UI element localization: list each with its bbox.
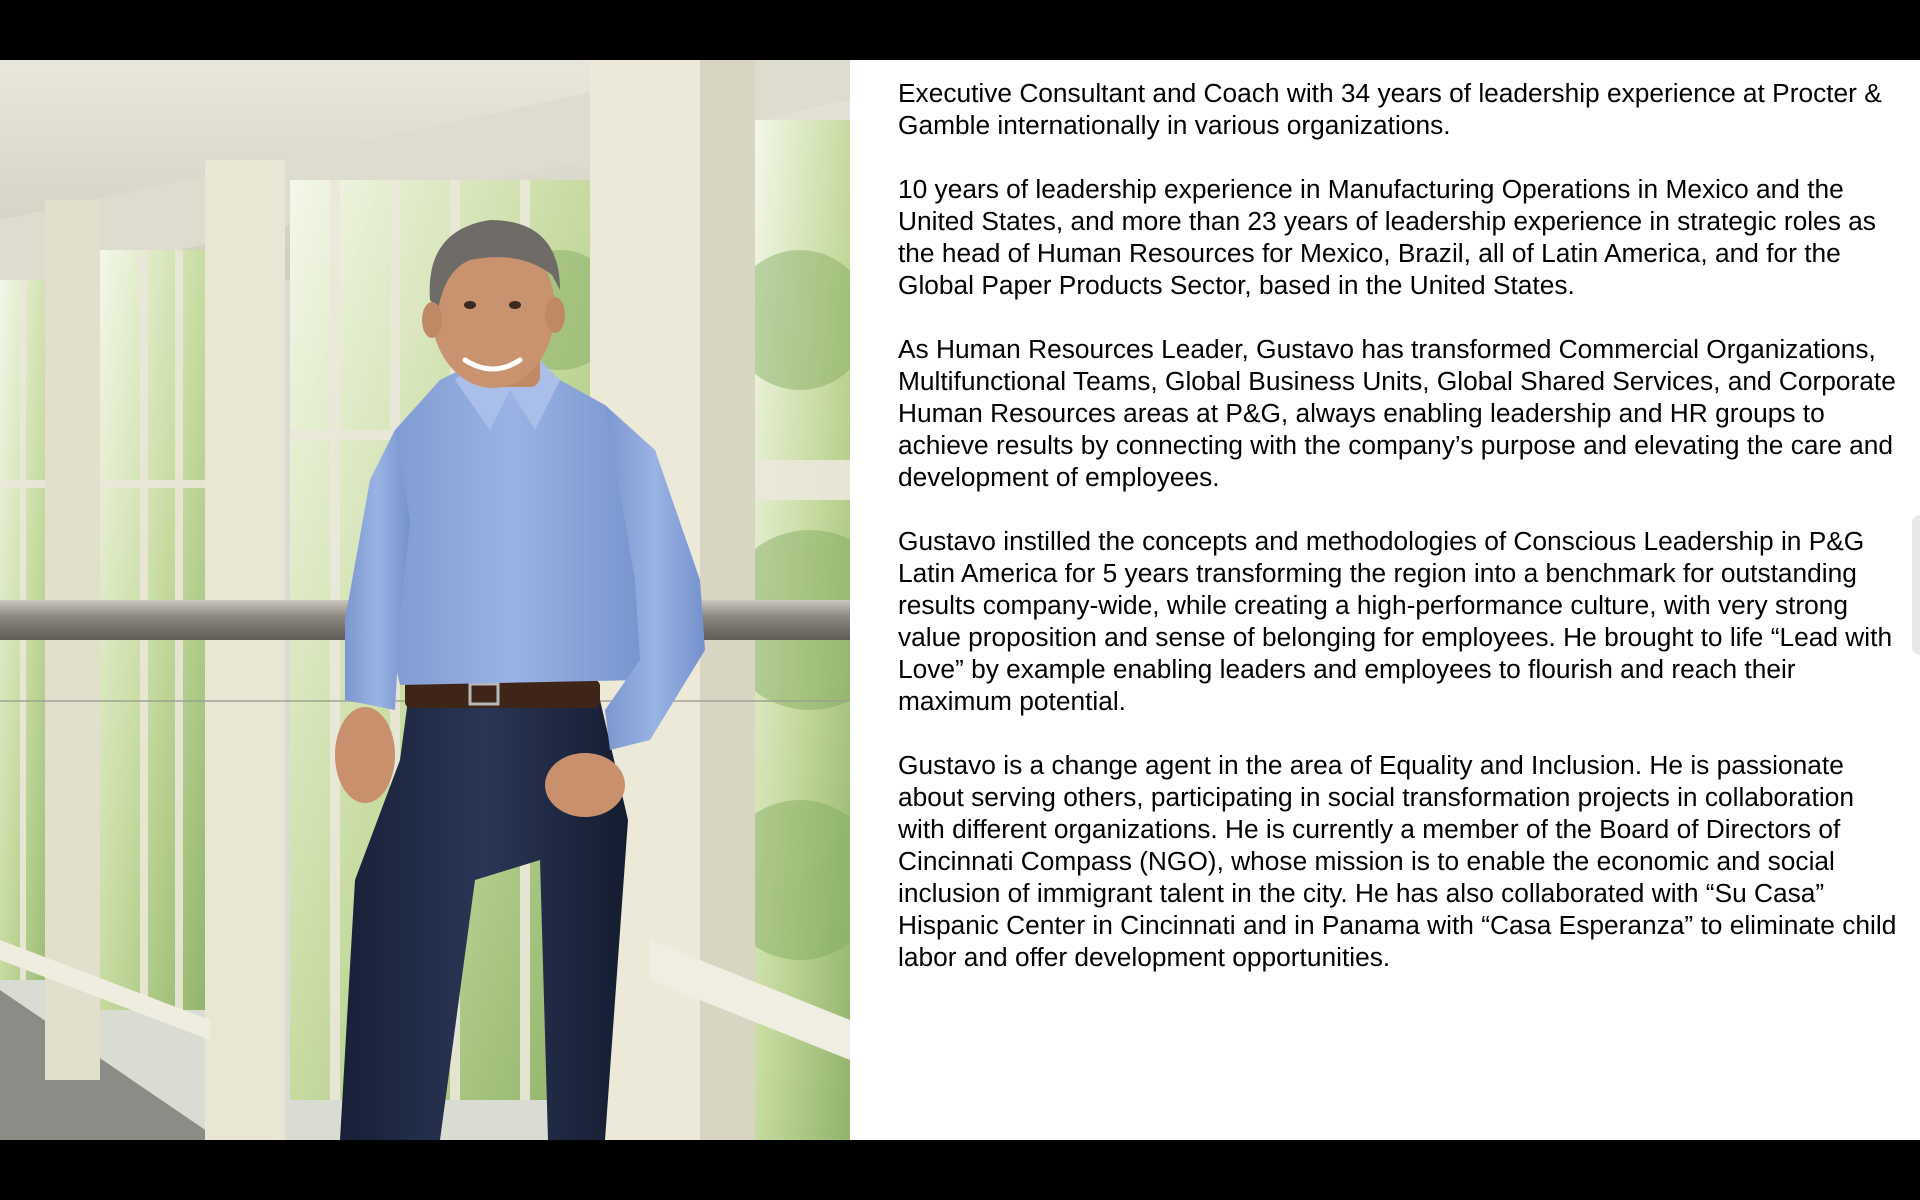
bio-paragraph-3: As Human Resources Leader, Gustavo has transformed Commercial Organizations, Multifunctional Teams, Global Business Units, Global Shared Services, and Corporate Human Resources areas at P&G, always enabling leadership and HR groups to achieve results by connecting with the company’s purpose and elevating the care and development of employees.	[898, 334, 1896, 492]
portrait-photo	[0, 60, 850, 1140]
bio-paragraph-1: Executive Consultant and Coach with 34 years of leadership experience at Procter & Gamble internationally in various organizations.	[898, 78, 1882, 140]
bio-paragraph-5: Gustavo is a change agent in the area of Equality and Inclusion. He is passionate about serving others, participating in social transformation projects in collaboration with different organizations. He is currently a member of the Board of Directors of Cincinnati Compass (NGO), whose mission is to enable the economic and social inclusion of immigrant talent in the city. He has also collaborated with “Su Casa” Hispanic Center in Cincinnati and in Panama with “Casa Esperanza” to eliminate child labor and offer development opportunities.	[898, 750, 1897, 972]
bio-paragraph-4: Gustavo instilled the concepts and methodologies of Conscious Leadership in P&G Latin America for 5 years transforming the region into a benchmark for outstanding results company-wide, while creating a high-performance culture, with very strong value proposition and sense of belonging for employees. He brought to life “Lead with Love” by example enabling leaders and employees to flourish and reach their maximum potential.	[898, 526, 1893, 716]
bottom-letterbox-bar	[0, 1140, 1920, 1200]
edge-handle	[1912, 515, 1920, 655]
bio-text	[898, 77, 1898, 1005]
top-letterbox-bar	[0, 0, 1920, 60]
bio-paragraph-2: 10 years of leadership experience in Manufacturing Operations in Mexico and the United States, and more than 23 years of leadership experience in strategic roles as the head of Human Resources for Mexico, Brazil, all of Latin America, and for the Global Paper Products Sector, based in the United States.	[898, 174, 1876, 300]
portrait-illustration	[0, 60, 850, 1140]
bio-panel	[850, 60, 1920, 1140]
